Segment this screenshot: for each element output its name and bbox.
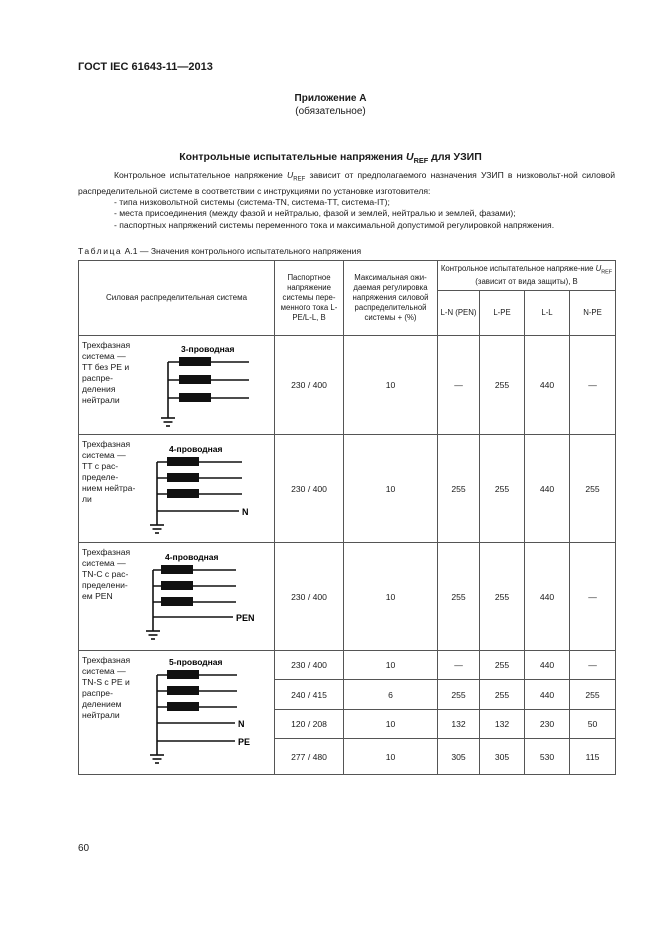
value-lpe: 255: [480, 336, 525, 435]
value-ln: 255: [438, 680, 480, 709]
value-ll: 230: [525, 709, 570, 738]
wiring-diagram-4wire-n: [139, 435, 275, 543]
list-item: - места присоединения (между фазой и нейтралью, фазой и землей, нейтралью и землей, фазами);: [114, 208, 516, 219]
max-regulation: 10: [344, 739, 438, 775]
svg-text:PE: PE: [237, 737, 250, 747]
nominal-voltage: 120 / 208: [275, 709, 344, 738]
value-lpe: 255: [480, 651, 525, 680]
table-row: [79, 336, 616, 435]
header-reference-voltage: Контрольное испытательное напряже-ние $U_{REF}$ (зависит от вида защиты), B: [438, 261, 616, 291]
page-number: 60: [78, 843, 90, 854]
svg-text:PEN: PEN: [235, 613, 255, 623]
table-row: [79, 651, 616, 680]
value-npe: 255: [570, 680, 616, 709]
value-ll: 440: [525, 680, 570, 709]
wiring-diagram-4wire-pen: [139, 543, 275, 651]
header-ll: L-L: [525, 291, 570, 336]
svg-text:N: N: [241, 507, 248, 517]
appendix-title: Приложение А: [294, 93, 367, 104]
value-lpe: 255: [480, 543, 525, 651]
list-item: - паспортных напряжений системы переменного тока и максимальной допустимой регулировкой напряжения.: [114, 219, 555, 230]
value-ln: 305: [438, 739, 480, 775]
header-nominal: Паспортное напряжение системы пере-менного тока L-PE/L-L, B: [275, 261, 344, 336]
max-regulation: 10: [344, 435, 438, 543]
nominal-voltage: 230 / 400: [275, 543, 344, 651]
value-lpe: 255: [480, 435, 525, 543]
wiring-diagram-5wire: [139, 651, 275, 775]
appendix-subtitle: (обязательное): [295, 106, 366, 117]
max-regulation: 10: [344, 543, 438, 651]
wiring-diagram-icon: [139, 336, 275, 431]
nominal-voltage: 277 / 480: [275, 739, 344, 775]
header-ln: L-N (PEN): [438, 291, 480, 336]
svg-text:4-проводная: 4-проводная: [168, 444, 222, 454]
value-npe: 50: [570, 709, 616, 738]
value-lpe: 305: [480, 739, 525, 775]
value-ll: 440: [525, 336, 570, 435]
value-ln: 255: [438, 435, 480, 543]
wiring-diagram-icon: [139, 435, 275, 539]
max-regulation: 6: [344, 680, 438, 709]
value-ln: 132: [438, 709, 480, 738]
value-npe: 115: [570, 739, 616, 775]
system-name: Трехфазная система — TN-C с рас-пределени-ем PEN: [79, 543, 139, 651]
value-ll: 440: [525, 651, 570, 680]
value-lpe: 255: [480, 680, 525, 709]
svg-text:3-проводная: 3-проводная: [180, 344, 234, 354]
svg-text:4-проводная: 4-проводная: [164, 552, 218, 562]
nominal-voltage: 240 / 415: [275, 680, 344, 709]
document-header: ГОСТ IEC 61643-11—2013: [78, 61, 213, 73]
table-row: [79, 543, 616, 651]
max-regulation: 10: [344, 709, 438, 738]
header-lpe: L-PE: [480, 291, 525, 336]
value-npe: 255: [570, 435, 616, 543]
wiring-diagram-3wire: [139, 336, 275, 435]
max-regulation: 10: [344, 336, 438, 435]
value-ln: —: [438, 651, 480, 680]
svg-text:5-проводная: 5-проводная: [168, 657, 222, 667]
header-system: Силовая распределительная система: [79, 261, 275, 336]
system-name: Трехфазная система — TT без PE и распре-деления нейтрали: [79, 336, 139, 435]
section-heading: Контрольные испытательные напряжения $U_{REF}$ для УЗИП: [179, 151, 482, 166]
nominal-voltage: 230 / 400: [275, 651, 344, 680]
wiring-diagram-icon: [139, 543, 275, 647]
intro-text: [78, 170, 615, 231]
value-ll: 530: [525, 739, 570, 775]
value-ll: 440: [525, 543, 570, 651]
value-ll: 440: [525, 435, 570, 543]
svg-text:N: N: [237, 719, 244, 729]
header-npe: N-PE: [570, 291, 616, 336]
value-lpe: 132: [480, 709, 525, 738]
value-ln: —: [438, 336, 480, 435]
nominal-voltage: 230 / 400: [275, 336, 344, 435]
system-name: Трехфазная система — TT с рас-пределе-нием нейтра-ли: [79, 435, 139, 543]
table-row: [79, 435, 616, 543]
value-npe: —: [570, 651, 616, 680]
reference-voltage-table: [78, 260, 616, 775]
nominal-voltage: 230 / 400: [275, 435, 344, 543]
header-max-regulation: Максимальная ожи-даемая регулировка напряжения силовой распределительной системы + (%): [344, 261, 438, 336]
value-ln: 255: [438, 543, 480, 651]
value-npe: —: [570, 336, 616, 435]
value-npe: —: [570, 543, 616, 651]
intro-list: [78, 197, 615, 231]
system-name: Трехфазная система — TN-S с PE и распре-делением нейтрали: [79, 651, 139, 775]
intro-paragraph: Контрольное испытательное напряжение $U_{REF}$ зависит от предполагаемого назначения УЗИП в низковольт-ной силовой распределительной системе в соответствии с инструкциями по установке изготовителя:: [78, 170, 615, 196]
table-caption: Таблица А.1 — Значения контрольного испытательного напряжения: [78, 246, 362, 256]
list-item: - типа низковольтной системы (система-TN, система-TT, система-IT);: [114, 197, 390, 208]
wiring-diagram-icon: [139, 651, 275, 771]
max-regulation: 10: [344, 651, 438, 680]
